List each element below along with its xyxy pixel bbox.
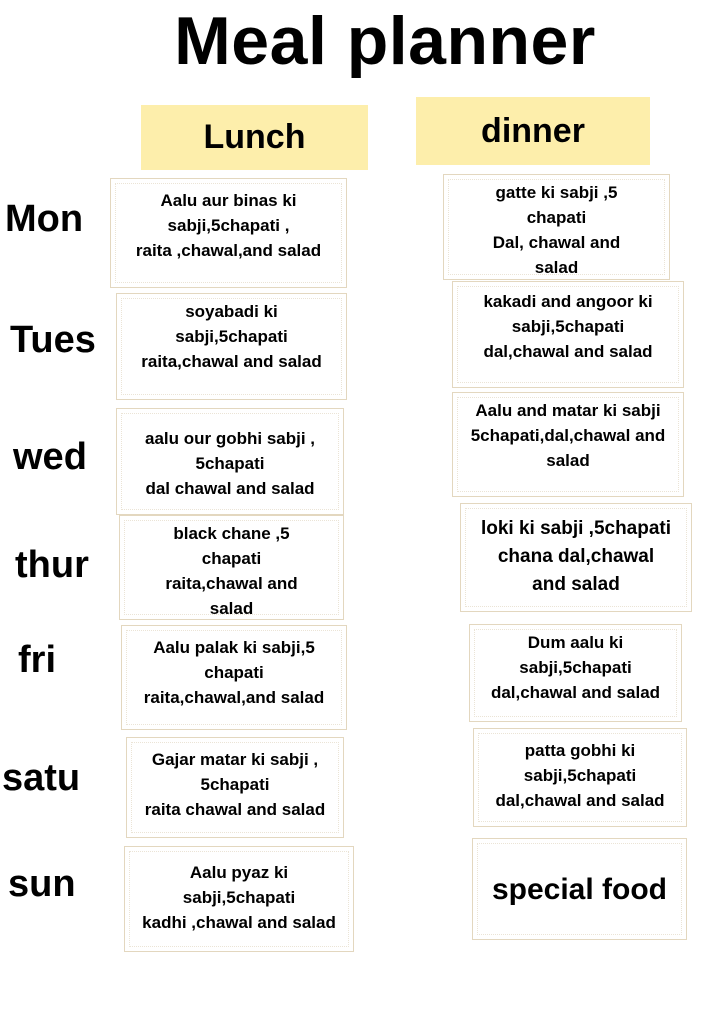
- dinner-text: Aalu and matar ki sabji 5chapati,dal,chawal and salad: [457, 397, 679, 492]
- lunch-text: Aalu aur binas ki sabji,5chapati , raita ,chawal,and salad: [115, 183, 342, 283]
- day-label-fri: fri: [18, 639, 56, 681]
- dinner-text: patta gobhi ki sabji,5chapati dal,chawal and salad: [478, 733, 682, 822]
- dinner-cell-tues: [452, 281, 684, 388]
- lunch-text: Aalu pyaz ki sabji,5chapati kadhi ,chawal and salad: [129, 851, 349, 947]
- lunch-cell-mon: [110, 178, 347, 288]
- lunch-text: Aalu palak ki sabji,5 chapati raita,chawal,and salad: [126, 630, 342, 725]
- lunch-cell-fri: [121, 625, 347, 730]
- dinner-text: loki ki sabji ,5chapati chana dal,chawal and salad: [465, 508, 687, 607]
- day-label-sun: sun: [8, 863, 76, 905]
- dinner-cell-fri: [469, 624, 682, 722]
- day-label-mon: Mon: [5, 198, 84, 240]
- lunch-cell-thur: [119, 515, 344, 620]
- dinner-text: special food: [477, 843, 682, 935]
- page-title: Meal planner: [174, 3, 596, 79]
- dinner-cell-sun: [472, 838, 687, 940]
- lunch-cell-wed: [116, 408, 344, 515]
- dinner-text: kakadi and angoor ki sabji,5chapati dal,chawal and salad: [457, 286, 679, 383]
- lunch-text: soyabadi ki sabji,5chapati raita,chawal and salad: [121, 298, 342, 395]
- dinner-cell-satu: [473, 728, 687, 827]
- lunch-header: Lunch: [141, 105, 368, 170]
- day-label-tues: Tues: [10, 319, 96, 361]
- lunch-text: Gajar matar ki sabji , 5chapati raita chawal and salad: [131, 742, 339, 833]
- day-label-satu: satu: [2, 757, 81, 799]
- lunch-cell-satu: [126, 737, 344, 838]
- day-label-thur: thur: [15, 544, 89, 586]
- day-label-wed: wed: [13, 436, 87, 478]
- dinner-cell-wed: [452, 392, 684, 497]
- lunch-cell-tues: [116, 293, 347, 400]
- dinner-text: gatte ki sabji ,5 chapati Dal, chawal and salad: [448, 179, 665, 275]
- lunch-text: black chane ,5 chapati raita,chawal and salad: [124, 520, 339, 615]
- dinner-cell-thur: [460, 503, 692, 612]
- lunch-text: aalu our gobhi sabji , 5chapati dal chawal and salad: [121, 413, 339, 510]
- dinner-cell-mon: [443, 174, 670, 280]
- dinner-header: dinner: [416, 97, 650, 165]
- lunch-cell-sun: [124, 846, 354, 952]
- dinner-text: Dum aalu ki sabji,5chapati dal,chawal and salad: [474, 629, 677, 717]
